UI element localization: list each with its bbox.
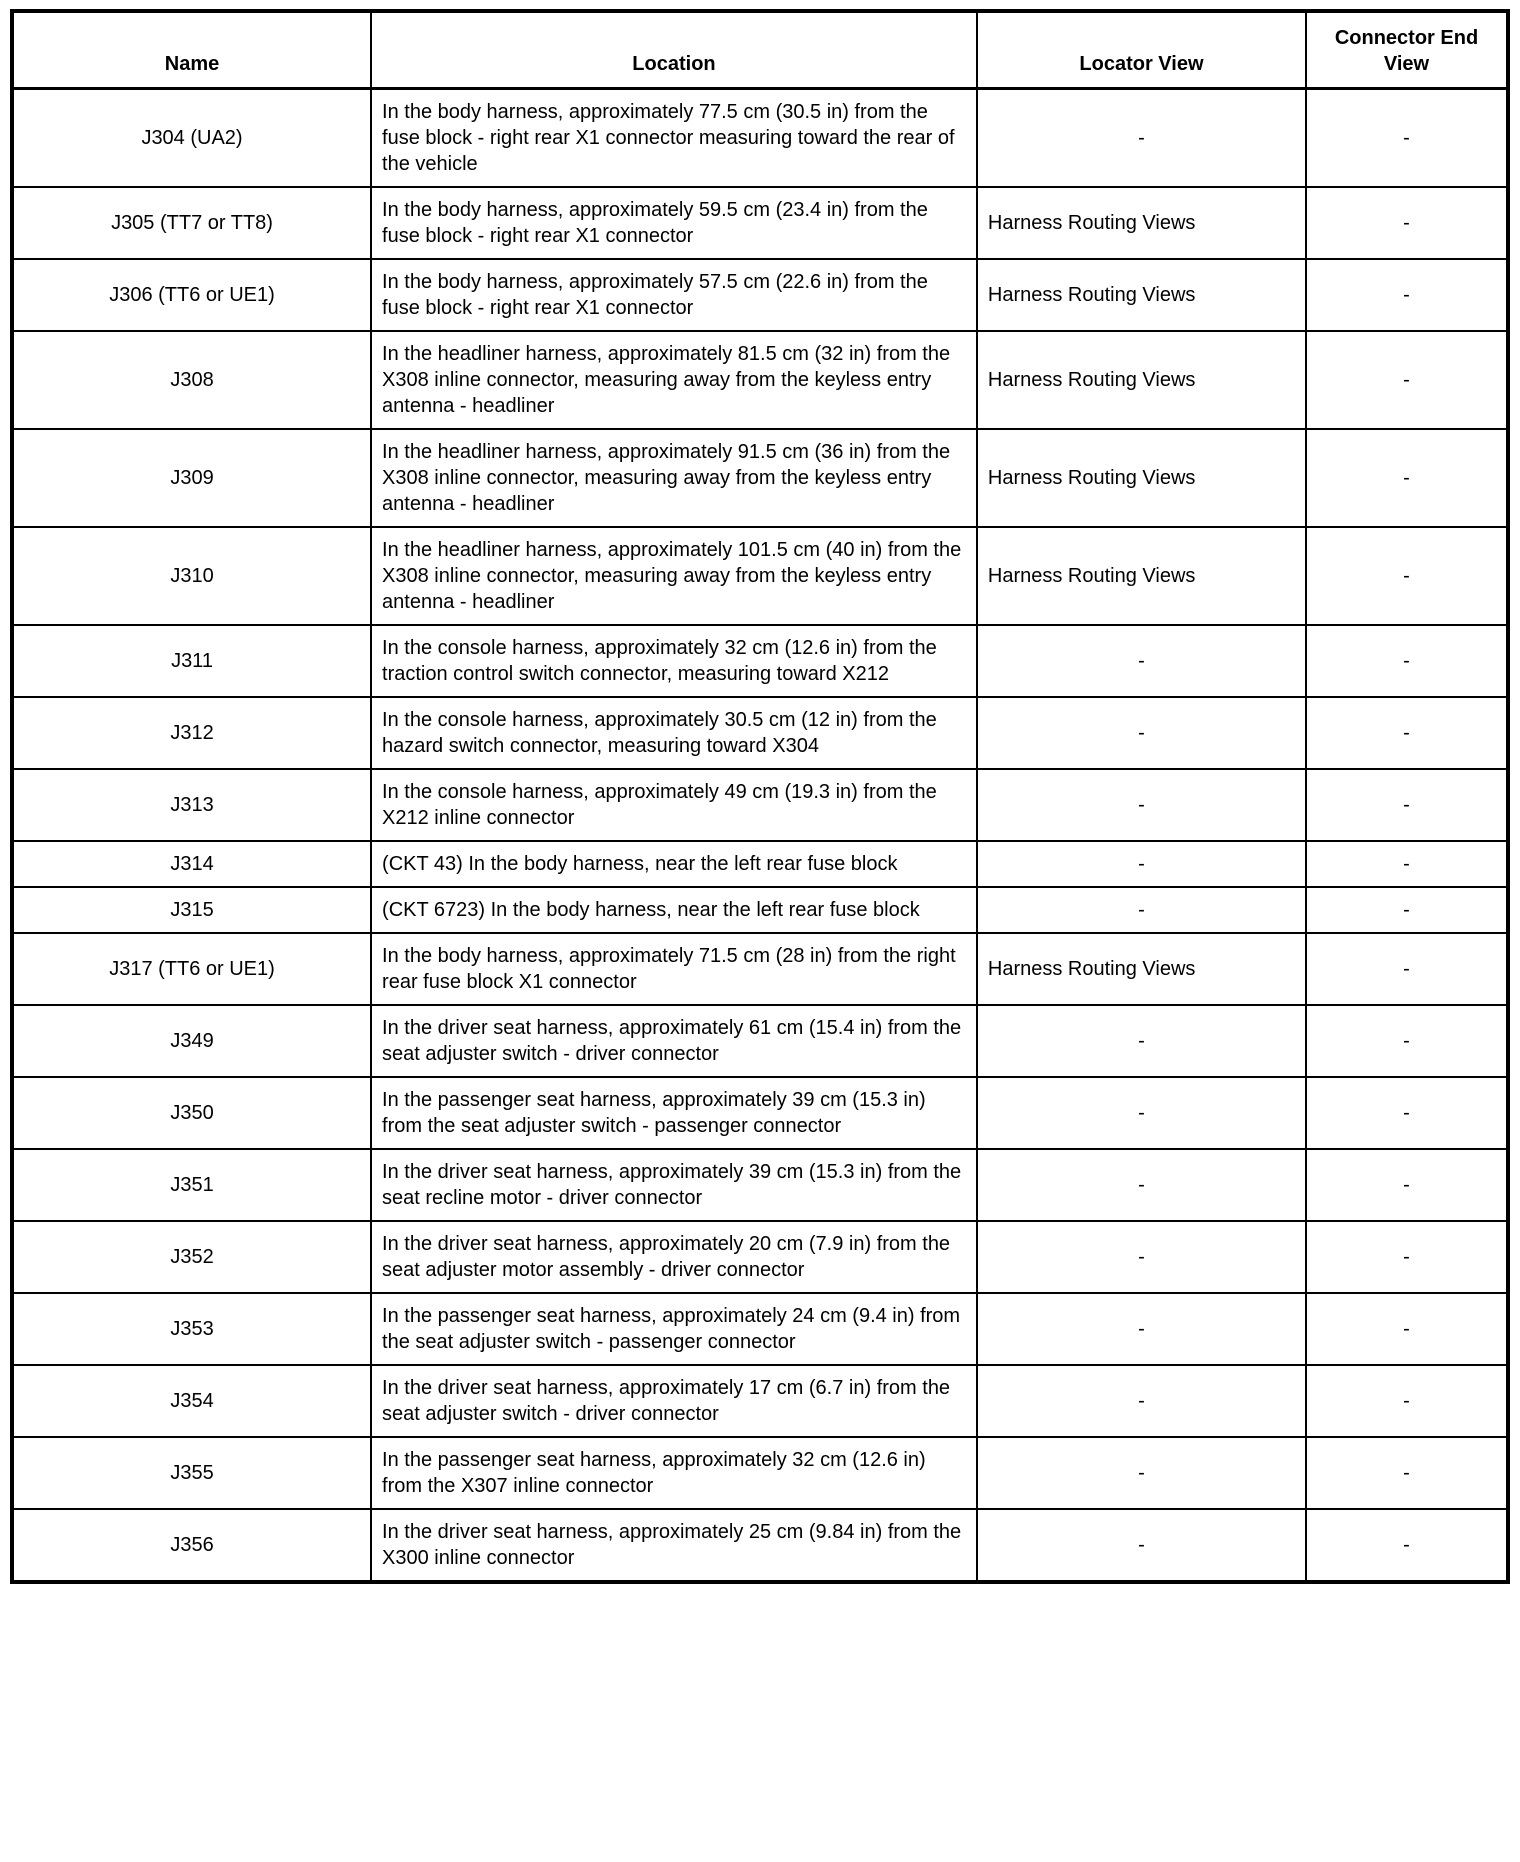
table-row — [12, 697, 1508, 769]
connector-end-view-cell: - — [1306, 769, 1508, 841]
table-row — [12, 841, 1508, 887]
connector-end-view-cell: - — [1306, 1149, 1508, 1221]
connector-end-view-cell: - — [1306, 331, 1508, 429]
connector-end-view-cell: - — [1306, 625, 1508, 697]
header-row — [12, 11, 1508, 89]
connector-end-view-cell: - — [1306, 1365, 1508, 1437]
table-row — [12, 933, 1508, 1005]
name-cell: J315 — [12, 887, 371, 933]
connector-end-view-cell: - — [1306, 841, 1508, 887]
table-row — [12, 1221, 1508, 1293]
table-row — [12, 887, 1508, 933]
location-cell: (CKT 6723) In the body harness, near the left rear fuse block — [371, 887, 977, 933]
name-cell: J309 — [12, 429, 371, 527]
table-row — [12, 1077, 1508, 1149]
table-row — [12, 625, 1508, 697]
locator-view-cell: Harness Routing Views — [977, 933, 1306, 1005]
name-cell: J311 — [12, 625, 371, 697]
name-cell: J354 — [12, 1365, 371, 1437]
locator-view-cell: - — [977, 1293, 1306, 1365]
locator-view-cell: - — [977, 1149, 1306, 1221]
table-row — [12, 331, 1508, 429]
connector-end-view-cell: - — [1306, 259, 1508, 331]
name-cell: J314 — [12, 841, 371, 887]
table-row — [12, 429, 1508, 527]
name-cell: J356 — [12, 1509, 371, 1582]
table-row — [12, 527, 1508, 625]
table-row — [12, 259, 1508, 331]
location-cell: In the body harness, approximately 77.5 cm (30.5 in) from the fuse block - right rear X1 connector measuring toward the rear of the vehicle — [371, 89, 977, 188]
table-row — [12, 187, 1508, 259]
connector-end-view-cell: - — [1306, 1509, 1508, 1582]
location-cell: (CKT 43) In the body harness, near the left rear fuse block — [371, 841, 977, 887]
name-cell: J306 (TT6 or UE1) — [12, 259, 371, 331]
table-row — [12, 1365, 1508, 1437]
locator-view-cell: - — [977, 1221, 1306, 1293]
col-header-locator-view: Locator View — [977, 11, 1306, 89]
col-header-location: Location — [371, 11, 977, 89]
connector-location-table — [10, 9, 1510, 1584]
locator-view-cell: - — [977, 89, 1306, 188]
table-row — [12, 769, 1508, 841]
connector-end-view-cell: - — [1306, 429, 1508, 527]
table-row — [12, 1509, 1508, 1582]
location-cell: In the headliner harness, approximately 91.5 cm (36 in) from the X308 inline connector, measuring away from the keyless entry antenna - headliner — [371, 429, 977, 527]
connector-end-view-cell: - — [1306, 1005, 1508, 1077]
table-row — [12, 1293, 1508, 1365]
connector-end-view-cell: - — [1306, 697, 1508, 769]
location-cell: In the driver seat harness, approximately 25 cm (9.84 in) from the X300 inline connector — [371, 1509, 977, 1582]
locator-view-cell: - — [977, 887, 1306, 933]
locator-view-cell: Harness Routing Views — [977, 259, 1306, 331]
locator-view-cell: Harness Routing Views — [977, 331, 1306, 429]
locator-view-cell: - — [977, 769, 1306, 841]
location-cell: In the headliner harness, approximately 81.5 cm (32 in) from the X308 inline connector, measuring away from the keyless entry antenna - headliner — [371, 331, 977, 429]
location-cell: In the driver seat harness, approximately 39 cm (15.3 in) from the seat recline motor - driver connector — [371, 1149, 977, 1221]
location-cell: In the passenger seat harness, approximately 32 cm (12.6 in) from the X307 inline connector — [371, 1437, 977, 1509]
location-cell: In the passenger seat harness, approximately 24 cm (9.4 in) from the seat adjuster switch - passenger connector — [371, 1293, 977, 1365]
connector-end-view-cell: - — [1306, 527, 1508, 625]
name-cell: J349 — [12, 1005, 371, 1077]
name-cell: J317 (TT6 or UE1) — [12, 933, 371, 1005]
locator-view-cell: - — [977, 1365, 1306, 1437]
name-cell: J350 — [12, 1077, 371, 1149]
locator-view-cell: - — [977, 625, 1306, 697]
locator-view-cell: - — [977, 697, 1306, 769]
location-cell: In the console harness, approximately 32 cm (12.6 in) from the traction control switch connector, measuring toward X212 — [371, 625, 977, 697]
table-row — [12, 89, 1508, 188]
location-cell: In the body harness, approximately 71.5 cm (28 in) from the right rear fuse block X1 connector — [371, 933, 977, 1005]
location-cell: In the driver seat harness, approximately 17 cm (6.7 in) from the seat adjuster switch - driver connector — [371, 1365, 977, 1437]
location-cell: In the passenger seat harness, approximately 39 cm (15.3 in) from the seat adjuster switch - passenger connector — [371, 1077, 977, 1149]
connector-end-view-cell: - — [1306, 1077, 1508, 1149]
connector-end-view-cell: - — [1306, 187, 1508, 259]
name-cell: J313 — [12, 769, 371, 841]
table-row — [12, 1437, 1508, 1509]
location-cell: In the console harness, approximately 49 cm (19.3 in) from the X212 inline connector — [371, 769, 977, 841]
connector-end-view-cell: - — [1306, 1221, 1508, 1293]
location-cell: In the body harness, approximately 57.5 cm (22.6 in) from the fuse block - right rear X1 connector — [371, 259, 977, 331]
table-body — [12, 89, 1508, 1583]
location-cell: In the driver seat harness, approximately 61 cm (15.4 in) from the seat adjuster switch - driver connector — [371, 1005, 977, 1077]
locator-view-cell: Harness Routing Views — [977, 187, 1306, 259]
location-cell: In the console harness, approximately 30.5 cm (12 in) from the hazard switch connector, measuring toward X304 — [371, 697, 977, 769]
locator-view-cell: - — [977, 1509, 1306, 1582]
name-cell: J304 (UA2) — [12, 89, 371, 188]
connector-end-view-cell: - — [1306, 887, 1508, 933]
locator-view-cell: - — [977, 1437, 1306, 1509]
name-cell: J305 (TT7 or TT8) — [12, 187, 371, 259]
col-header-connector-end-view: Connector End View — [1306, 11, 1508, 89]
locator-view-cell: - — [977, 1077, 1306, 1149]
locator-view-cell: - — [977, 841, 1306, 887]
locator-view-cell: Harness Routing Views — [977, 527, 1306, 625]
name-cell: J312 — [12, 697, 371, 769]
connector-end-view-cell: - — [1306, 1293, 1508, 1365]
name-cell: J355 — [12, 1437, 371, 1509]
table-row — [12, 1005, 1508, 1077]
name-cell: J353 — [12, 1293, 371, 1365]
location-cell: In the driver seat harness, approximately 20 cm (7.9 in) from the seat adjuster motor assembly - driver connector — [371, 1221, 977, 1293]
table-row — [12, 1149, 1508, 1221]
connector-end-view-cell: - — [1306, 1437, 1508, 1509]
locator-view-cell: - — [977, 1005, 1306, 1077]
name-cell: J351 — [12, 1149, 371, 1221]
locator-view-cell: Harness Routing Views — [977, 429, 1306, 527]
name-cell: J310 — [12, 527, 371, 625]
location-cell: In the body harness, approximately 59.5 cm (23.4 in) from the fuse block - right rear X1 connector — [371, 187, 977, 259]
col-header-name: Name — [12, 11, 371, 89]
location-cell: In the headliner harness, approximately 101.5 cm (40 in) from the X308 inline connector, measuring away from the keyless entry antenna - headliner — [371, 527, 977, 625]
name-cell: J308 — [12, 331, 371, 429]
name-cell: J352 — [12, 1221, 371, 1293]
connector-end-view-cell: - — [1306, 89, 1508, 188]
connector-end-view-cell: - — [1306, 933, 1508, 1005]
